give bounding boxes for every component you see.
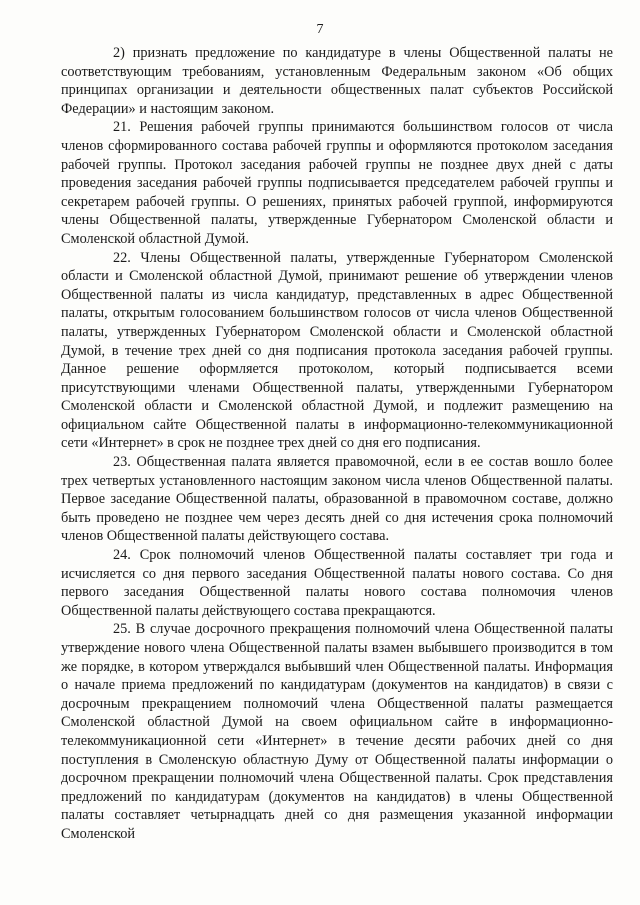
- paragraph-25: 25. В случае досрочного прекращения полномочий члена Общественной палаты утверждение нового члена Общественной палаты взамен выбывшего производится в том же порядке, в котором утверждался выбывший член Общественной палаты. Информация о начале приема предложений по кандидатурам (документов на кандидатов) в связи с досрочным прекращением полномочий члена Общественной палаты размещается Смоленской областной Думой на своем официальном сайте в информационно-телекоммуникационной сети «Интернет» в течение десяти рабочих дней со дня поступления в Смоленскую областную Думу от Общественной палаты информации о досрочном прекращении полномочий члена Общественной палаты. Срок представления предложений по кандидатурам (документов на кандидатов) в члены Общественной палаты составляет четырнадцать дней со дня размещения указанной информации Смоленской: [61, 621, 613, 842]
- paragraph-24: 24. Срок полномочий членов Общественной палаты составляет три года и исчисляется со дня первого заседания Общественной палаты нового состава. Со дня первого заседания Общественной палаты нового состава полномочия членов Общественной палаты действующего состава прекращаются.: [61, 547, 613, 619]
- paragraph-item-2: 2) признать предложение по кандидатуре в члены Общественной палаты не соответствующим требованиям, установленным Федеральным законом «Об общих принципах организации и деятельности общественных палат субъектов Российской Федерации» и настоящим законом.: [61, 45, 613, 117]
- paragraph-22: 22. Члены Общественной палаты, утвержденные Губернатором Смоленской области и Смоленской областной Думой, принимают решение об утверждении членов Общественной палаты из числа кандидатур, представленных в адрес Общественной палаты, открытым голосованием большинством голосов от числа членов Общественной палаты, утвержденных Губернатором Смоленской области и Смоленской областной Думой, в течение трех дней со дня подписания протокола заседания рабочей группы. Данное решение оформляется протоколом, который подписывается всеми присутствующими членами Общественной палаты, утвержденными Губернатором Смоленской области и Смоленской областной Думой, и подлежит размещению на официальном сайте Общественной палаты в информационно-телекоммуникационной сети «Интернет» в срок не позднее трех дней со дня его подписания.: [61, 249, 613, 452]
- paragraph-21: 21. Решения рабочей группы принимаются большинством голосов от числа членов сформированного состава рабочей группы и оформляются протоколом заседания рабочей группы. Протокол заседания рабочей группы не позднее двух дней с даты проведения заседания рабочей группы подписывается председателем рабочей группы и секретарем рабочей группы. О решениях, принятых рабочей группой, информируются члены Общественной палаты, утвержденные Губернатором Смоленской области и Смоленской областной Думой.: [61, 119, 613, 247]
- page-number: 7: [316, 22, 324, 37]
- document-body: [61, 44, 613, 844]
- paragraph-23: 23. Общественная палата является правомочной, если в ее состав вошло более трех четвертых установленного настоящим законом числа членов Общественной палаты. Первое заседание Общественной палаты, образованной в правомочном составе, должно быть проведено не позднее чем через десять дней со дня истечения срока полномочий членов Общественной палаты действующего состава.: [61, 454, 613, 545]
